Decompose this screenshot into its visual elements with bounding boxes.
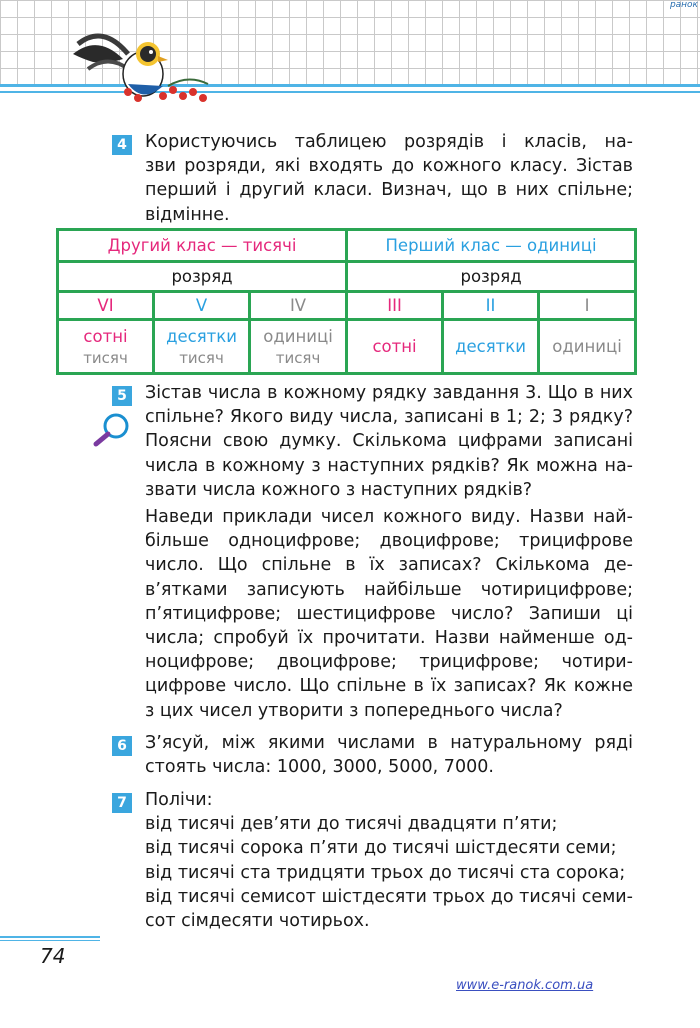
rank-class-table <box>56 228 637 375</box>
class-header-units: Перший клас — одиниці <box>347 230 636 262</box>
task5-line: більше одноцифрове; двоцифрове; трицифрове <box>145 531 633 552</box>
task5-line: з цих чисел утворити з попереднього числа? <box>145 700 563 721</box>
task6-text <box>145 731 633 779</box>
task-number-badge: 5 <box>112 386 132 406</box>
task5-line: п’ятицифрове; шестицифрове число? Запиши ці <box>145 603 633 624</box>
page-number-lines <box>0 936 100 942</box>
task5-line: число. Що спільне в їх записах? Скількома де- <box>145 555 633 576</box>
task7-line: від тисячі семисот шістдесяти трьох до тисячі семи- <box>145 886 633 907</box>
task5-line: числа в кожному з наступних рядків? Як можна на- <box>145 455 633 476</box>
task5-line: цифрове число. Що спільне в їх записах? Як кожне <box>145 676 633 697</box>
task5-line: спільне? Якого виду числа, записані в 1; 2; 3 рядку? <box>145 407 633 428</box>
rank-unit-cell <box>250 320 347 374</box>
rank-unit-sub: тисяч <box>83 348 128 367</box>
task5-line: в’ятками записують найбільше чотирицифрове; <box>145 579 633 600</box>
task7-line: сот сімдесяти чотирьох. <box>145 911 370 932</box>
class-header-thousands: Другий клас — тисячі <box>58 230 347 262</box>
task5-text-2 <box>145 505 633 723</box>
rank-numeral: II <box>443 292 539 320</box>
task-number-badge: 7 <box>112 793 132 813</box>
page-number: 74 <box>40 944 66 968</box>
rank-unit-sub: тисяч <box>179 348 224 367</box>
rank-unit-name: сотні <box>347 320 443 374</box>
rank-label: розряд <box>58 262 347 292</box>
task4-line: зви розряди, які входять до кожного класу. Зістав <box>145 156 633 177</box>
task-number-badge: 6 <box>112 736 132 756</box>
rank-numeral: V <box>154 292 250 320</box>
rank-unit-cell <box>154 320 250 374</box>
rank-numeral: VI <box>58 292 154 320</box>
task5-line: числа; спробуй їх прочитати. Назви найменше од- <box>145 628 633 649</box>
task5-line: Поясни свою думку. Скількома цифрами записані <box>145 431 633 452</box>
publisher-link[interactable]: www.e-ranok.com.ua <box>456 978 594 993</box>
task7-text <box>145 788 633 933</box>
task4-line: перший і другий класи. Визнач, що в них спільне; <box>145 180 633 201</box>
task7-line: від тисячі ста тридцяти трьох до тисячі ста сорока; <box>145 862 626 883</box>
task6-line: З’ясуй, між якими числами в натуральному ряді <box>145 733 633 753</box>
task4-text <box>145 130 633 227</box>
task7-line: Полічи: <box>145 790 213 810</box>
rank-numeral: IV <box>250 292 347 320</box>
task7-line: від тисячі дев’яти до тисячі двадцяти п’яти; <box>145 814 558 835</box>
rank-numeral: I <box>539 292 636 320</box>
task-number-badge: 4 <box>112 135 132 155</box>
task5-line: Зістав числа в кожному рядку завдання 3. Що в них <box>145 383 633 403</box>
task5-line: ноцифрове; двоцифрове; трицифрове; чотири- <box>145 652 633 673</box>
rank-label: розряд <box>347 262 636 292</box>
rank-unit-name: одиниці <box>263 326 333 346</box>
task6-line: стоять числа: 1000, 3000, 5000, 7000. <box>145 757 494 778</box>
task4-line: Користуючись таблицею розрядів і класів, на- <box>145 132 633 152</box>
task4-line: відмінне. <box>145 204 230 225</box>
task5-line: звати числа кожного з наступних рядків? <box>145 479 533 500</box>
rank-unit-name: десятки <box>166 326 237 346</box>
magnifier-icon <box>92 412 132 448</box>
task7-line: від тисячі сорока п’яти до тисячі шістдесяти семи; <box>145 838 617 859</box>
task5-line: Наведи приклади чисел кожного виду. Назви най- <box>145 507 633 527</box>
task5-text <box>145 381 633 502</box>
bird-illustration <box>68 14 218 114</box>
publisher-logo: ранок <box>669 0 698 10</box>
rank-unit-name: десятки <box>443 320 539 374</box>
rank-unit-name: сотні <box>83 326 128 346</box>
rank-unit-cell <box>58 320 154 374</box>
rank-unit-name: одиниці <box>539 320 636 374</box>
rank-numeral: III <box>347 292 443 320</box>
rank-unit-sub: тисяч <box>275 348 321 367</box>
